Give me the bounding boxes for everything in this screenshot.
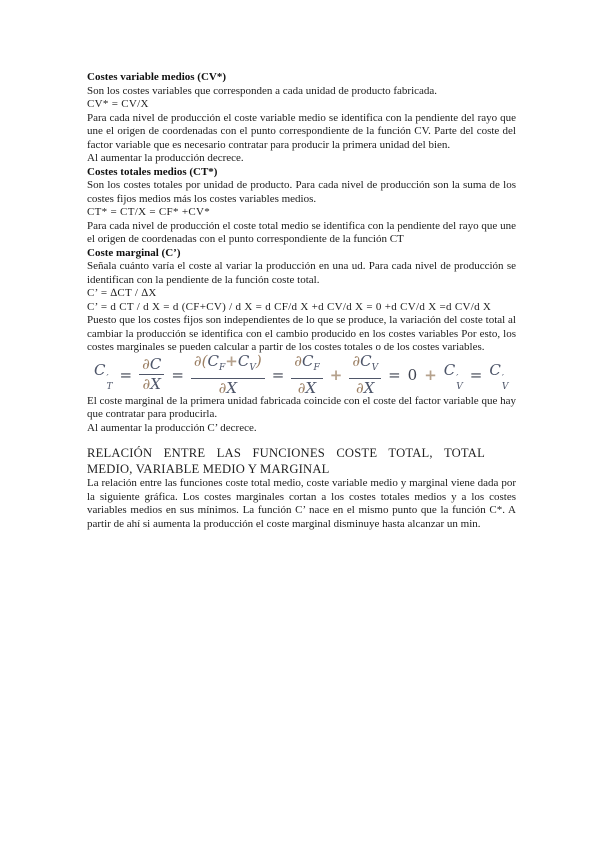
term-marginal-total-cost: C ′ T <box>94 360 113 392</box>
zero-term: 0 <box>407 365 418 384</box>
term-marginal-variable-cost: C ′ V <box>443 360 463 392</box>
section-heading-relacion <box>87 446 485 477</box>
fraction-dCF-dX: $\frac{\partial C_F}{\partial X}$ <box>291 353 323 397</box>
paragraph-cv-detail-text: Para cada nivel de producción el coste variable medio se identifica con la pendiente del rayo que une el origen de coordenadas con el punto correspondiente de la función CV. Parte del coste del factor variable que es necesario contratar para producir la primera unidad del bien. <box>87 111 516 151</box>
marginal-cost-partial-derivative-equation <box>94 351 509 397</box>
equals-sign: = <box>388 365 401 384</box>
equals-sign: = <box>171 365 184 384</box>
document-body <box>87 71 516 531</box>
paragraph-cv-intro: Son los costes variables que corresponden a cada unidad de producto fabricada. <box>87 84 438 97</box>
equation-cv-average: CV* = CV/X <box>87 98 149 110</box>
block-ct-equation-and-detail <box>87 206 516 247</box>
paragraph-cv-detail <box>87 112 516 166</box>
paragraph-cm-decrease-note: Al aumentar la producción C’ decrece. <box>87 421 257 434</box>
equals-sign: = <box>469 365 483 384</box>
heading-relacion-line2: MEDIO, VARIABLE MEDIO Y MARGINAL <box>87 461 330 476</box>
paragraph-cm-first-unit <box>87 395 516 436</box>
section-heading-marginal-cost: Coste marginal (C’) <box>87 246 181 259</box>
paragraph-cv-detail-note: Al aumentar la producción decrece. <box>87 152 244 164</box>
fraction-d-CF-plus-CV-dX: $\frac{\partial(C_F+C_V)}{\partial X}$ <box>191 353 265 397</box>
equation-cm-derivative: C’ = d CT / d X = d (CF+CV) / d X = d CF/d X +d CV/d X = 0 +d CV/d X =d CV/d X <box>87 300 492 313</box>
section-heading-average-variable-cost: Costes variable medios (CV*) <box>87 71 227 83</box>
equation-cm-delta: C’ = ∆CT / ∆X <box>87 287 157 299</box>
fraction-dC-dX: $\frac{\partial C}{\partial X}$ <box>139 356 164 393</box>
term-marginal-variable-cost: C ′ V <box>489 360 509 392</box>
paragraph-ct-detail: Para cada nivel de producción el coste total medio se identifica con la pendiente del rayo que une el origen de coordenadas con el punto correspondiente de la función CT <box>87 219 516 245</box>
paragraph-cm-intro: Señala cuánto varía el coste al variar la producción en una ud. Para cada nivel de producción se identifican con la pendiente de la función coste total. <box>87 260 516 286</box>
equals-sign: = <box>271 365 285 384</box>
rendered-equation-block <box>87 351 516 397</box>
section-heading-average-total-cost: Costes totales medios (CT*) <box>87 165 218 178</box>
paragraph-cm-fixed-costs: Puesto que los costes fijos son independientes de lo que se produce, la variación del coste total al cambiar la producción se identifica con el cambio producido en los costes variables Por esto, los costes marginales se pueden calcular a partir de los costes totales o de los costes variables. <box>87 314 516 353</box>
plus-sign: + <box>329 365 343 384</box>
block-cm-equations <box>87 287 516 314</box>
plus-sign: + <box>424 365 437 384</box>
paragraph-relacion: La relación entre las funciones coste total medio, coste variable medio y marginal viene dada por la siguiente gráfica. Los costes marginales cortan a los costes totales medios y a los costes variables medios en sus mínimos. La función C’ nace en el mismo punto que la función C*. A partir de ahí si aumenta la producción el coste marginal disminuye hasta alcanzar un min. <box>87 477 516 530</box>
fraction-dCV-dX: $\frac{\partial C_V}{\partial X}$ <box>349 353 381 397</box>
equals-sign: = <box>119 365 133 384</box>
paragraph-ct-intro: Son los costes totales por unidad de producto. Para cada nivel de producción son la suma de los costes fijos medios más los costes variables medios. <box>87 179 516 205</box>
heading-relacion-line1: RELACIÓN ENTRE LAS FUNCIONES COSTE TOTAL, TOTAL <box>87 446 485 460</box>
equation-ct-average: CT* = CT/X = CF* +CV* <box>87 206 211 218</box>
paragraph-cm-first-unit-text: El coste marginal de la primera unidad fabricada coincide con el coste del factor variable que hay que contratar para producirla. <box>87 394 516 420</box>
